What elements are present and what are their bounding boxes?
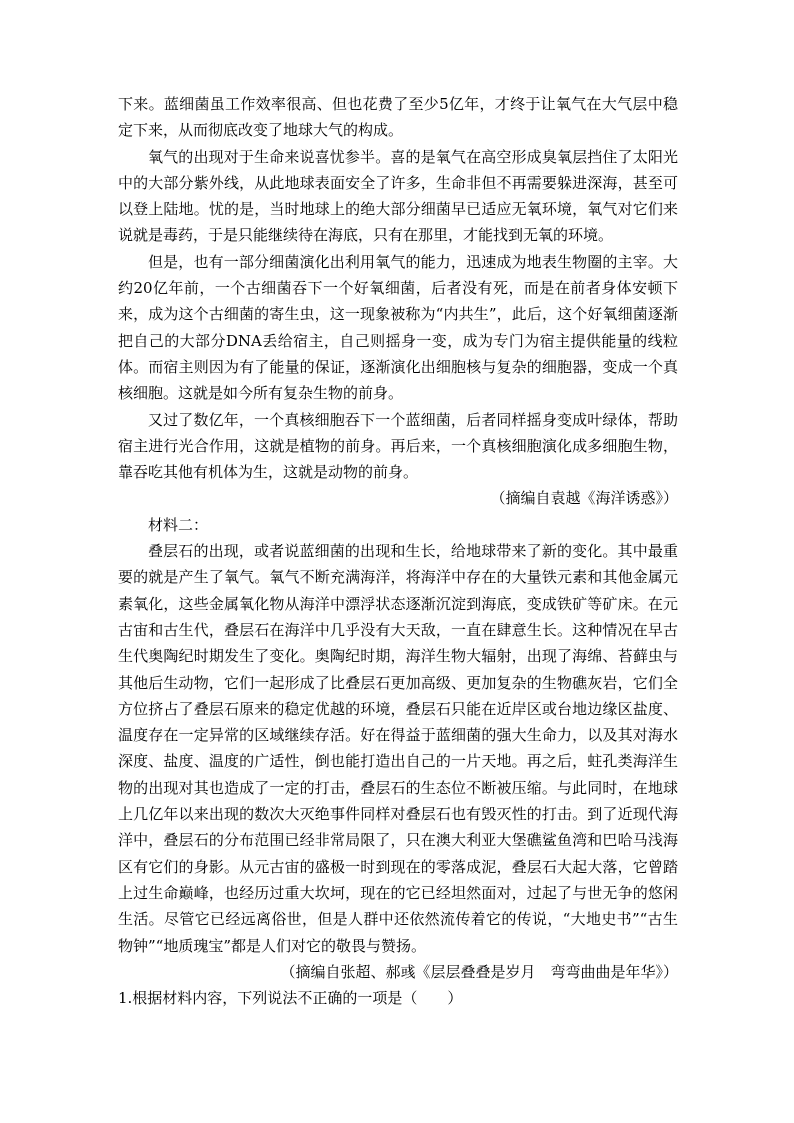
source-citation-1: （摘编自袁越《海洋诱惑》） — [490, 489, 678, 508]
paragraph-plants-animals: 又过了数亿年，一个真核细胞吞下一个蓝细菌，后者同样摇身变成叶绿体，帮助宿主进行光合作用，这就是植物的前身。再后来，一个真核细胞演化成多细胞生物，靠吞吃其他有机体为生，这就是动物的前身。 — [118, 410, 678, 482]
paragraph-endosymbiosis: 但是，也有一部分细菌演化出利用氧气的能力，迅速成为地表生物圈的主宰。大约20亿年前，一个古细菌吞下一个好氧细菌，后者没有死，而是在前者身体安顿下来，成为这个古细菌的寄生虫，这一现象被称为“内共生”，此后，这个好氧细菌逐渐把自己的大部分DNA丢给宿主，自己则摇身一变，成为专门为宿主提供能量的线粒体。而宿主则因为有了能量的保证，逐渐演化出细胞核与复杂的细胞器，变成一个真核细胞。这就是如今所有复杂生物的前身。 — [118, 252, 678, 403]
paragraph-continuation: 下来。蓝细菌虽工作效率很高、但也花费了至少5亿年，才终于让氧气在大气层中稳定下来，从而彻底改变了地球大气的构成。 — [118, 95, 678, 140]
source-citation-2: （摘编自张超、郝彧《层层叠叠是岁月 弯弯曲曲是年华》） — [280, 962, 678, 981]
question-1: 1.根据材料内容，下列说法不正确的一项是（ ） — [118, 989, 463, 1008]
paragraph-oxygen-effects: 氧气的出现对于生命来说喜忧参半。喜的是氧气在高空形成臭氧层挡住了太阳光中的大部分紫外线，从此地球表面安全了许多，生命非但不再需要躲进深海，甚至可以登上陆地。忧的是，当时地球上的绝大部分细菌早已适应无氧环境，氧气对它们来说就是毒药，于是只能继续待在海底，只有在那里，才能找到无氧的环境。 — [118, 147, 678, 245]
document-page — [118, 91, 678, 1011]
paragraph-stromatolites: 叠层石的出现，或者说蓝细菌的出现和生长，给地球带来了新的变化。其中最重要的就是产生了氧气。氧气不断充满海洋，将海洋中存在的大量铁元素和其他金属元素氧化，这些金属氧化物从海洋中漂浮状态逐渐沉淀到海底，变成铁矿等矿床。在元古宙和古生代，叠层石在海洋中几乎没有大天敌，一直在肆意生长。这种情况在早古生代奥陶纪时期发生了变化。奥陶纪时期，海洋生物大辐射，出现了海绵、苔藓虫与其他后生动物，它们一起形成了比叠层石更加高级、更加复杂的生物礁灰岩，它们全方位挤占了叠层石原来的稳定优越的环境，叠层石只能在近岸区或台地边缘区盐度、温度存在一定异常的区域继续存活。好在得益于蓝细菌的强大生命力，以及其对海水深度、盐度、温度的广适性，倒也能打造出自己的一片天地。再之后，蛀孔类海洋生物的出现对其也造成了一定的打击，叠层石的生态位不断被压缩。与此同时，在地球上几亿年以来出现的数次大灭绝事件同样对叠层石也有毁灭性的打击。到了近现代海洋中，叠层石的分布范围已经非常局限了，只在澳大利亚大堡礁鲨鱼湾和巴哈马浅海区有它们的身影。从元古宙的盛极一时到现在的零落成泥，叠层石大起大落，它曾踏上过生命巅峰，也经历过重大坎坷，现在的它已经坦然面对，过起了与世无争的悠闲生活。尽管它已经远离俗世，但是人群中还依然流传着它的传说，“大地史书”“古生物钟”“地质瑰宝”都是人们对它的敬畏与赞扬。 — [118, 542, 678, 955]
material-2-label: 材料二： — [148, 515, 209, 534]
